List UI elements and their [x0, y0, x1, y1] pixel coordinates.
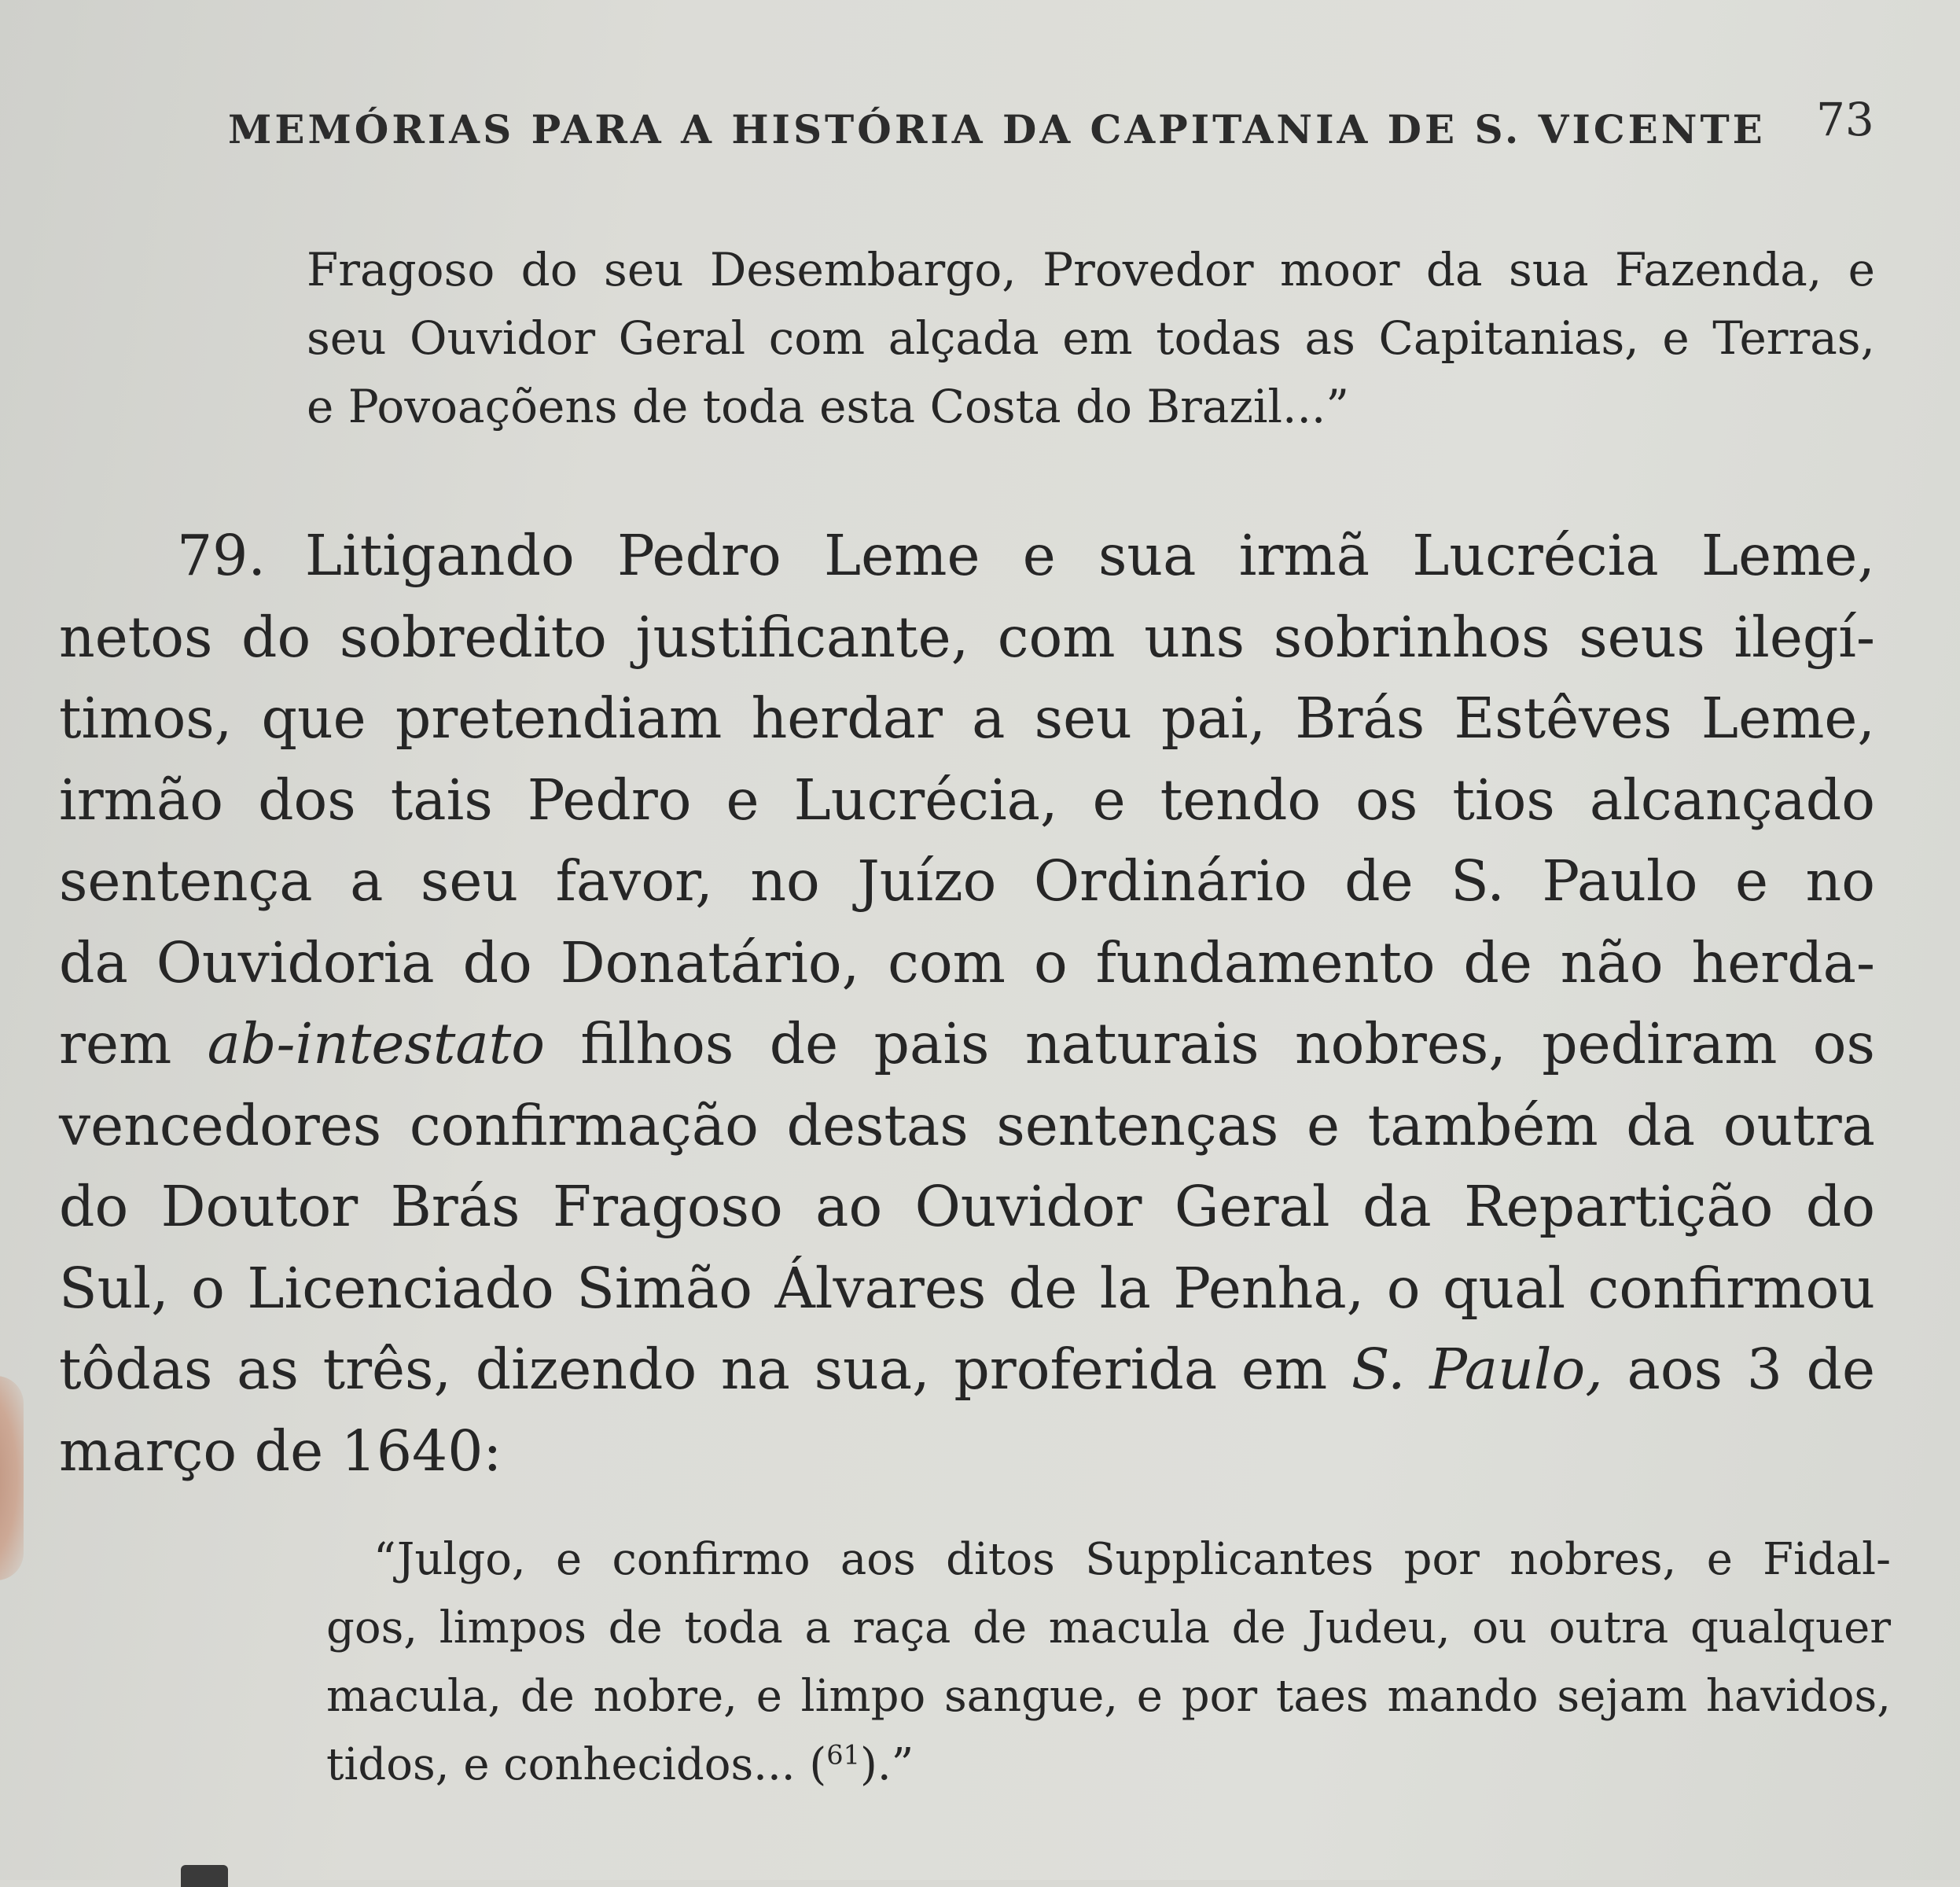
paragraph-text: filhos de pais naturais nobres, pediram os: [580, 1011, 1875, 1076]
paragraph-line: [59, 515, 1875, 597]
quote-line: e Povoaçõens de toda esta Costa do Brazil...”: [307, 380, 1349, 433]
paragraph-line: netos do sobredito justificante, com uns sobrinhos seus ilegí-: [59, 604, 1875, 670]
quote-line: seu Ouvidor Geral com alçada em todas as Capitanias, e Terras,: [307, 311, 1875, 365]
quote-line: “Julgo, e confirmo aos ditos Supplicantes por nobres, e Fidal-: [373, 1534, 1891, 1585]
quote-line: [326, 1731, 1891, 1799]
italic-place-name: S. Paulo,: [1351, 1337, 1603, 1402]
paragraph-number: 79.: [177, 523, 266, 588]
paragraph-text: Litigando Pedro Leme e sua irmã Lucrécia Leme,: [304, 523, 1875, 588]
quote-text: tidos, e conhecidos... (: [326, 1739, 827, 1790]
block-quote-top: [307, 236, 1875, 441]
paragraph-line: timos, que pretendiam herdar a seu pai, Brás Estêves Leme,: [59, 686, 1875, 751]
footnote-reference[interactable]: 61: [826, 1739, 860, 1771]
paragraph-text: rem: [59, 1011, 172, 1076]
quote-line: gos, limpos de toda a raça de macula de Judeu, ou outra qualquer: [326, 1602, 1891, 1653]
cropped-next-line: [181, 1856, 417, 1887]
paragraph-line: março de 1640:: [59, 1418, 502, 1484]
paragraph-text: aos 3 de: [1627, 1337, 1875, 1402]
quote-text: ).”: [859, 1739, 914, 1790]
paragraph-line: [59, 1003, 1875, 1085]
paragraph-line: irmão dos tais Pedro e Lucrécia, e tendo os tios alcançado: [59, 767, 1875, 833]
paragraph-line: Sul, o Licenciado Simão Álvares de la Penha, o qual confirmou: [59, 1255, 1875, 1321]
paragraph-line: sentença a seu favor, no Juízo Ordinário de S. Paulo e no: [59, 848, 1875, 914]
paragraph-line: do Doutor Brás Fragoso ao Ouvidor Geral da Repartição do: [59, 1174, 1875, 1239]
quote-line: Fragoso do seu Desembargo, Provedor moor da sua Fazenda, e: [307, 243, 1875, 296]
block-quote-bottom: [326, 1525, 1891, 1799]
paragraph-line: [59, 1329, 1875, 1411]
paragraph-line: vencedores confirmação destas sentenças e também da outra: [59, 1092, 1875, 1158]
paragraph-line: da Ouvidoria do Donatário, com o fundamento de não herda-: [59, 929, 1875, 995]
running-header: MEMÓRIAS PARA A HISTÓRIA DA CAPITANIA DE S. VICENTE: [228, 106, 1766, 153]
cropped-glyph: [181, 1865, 228, 1887]
thumb-shadow: [0, 1376, 24, 1580]
page-number: 73: [1816, 93, 1874, 146]
paragraph-text: tôdas as três, dizendo na sua, proferida em: [59, 1337, 1328, 1402]
quote-line: macula, de nobre, e limpo sangue, e por taes mando sejam havidos,: [326, 1671, 1891, 1722]
italic-latin-term: ab-intestato: [207, 1011, 545, 1076]
paragraph-79: [59, 515, 1875, 1492]
